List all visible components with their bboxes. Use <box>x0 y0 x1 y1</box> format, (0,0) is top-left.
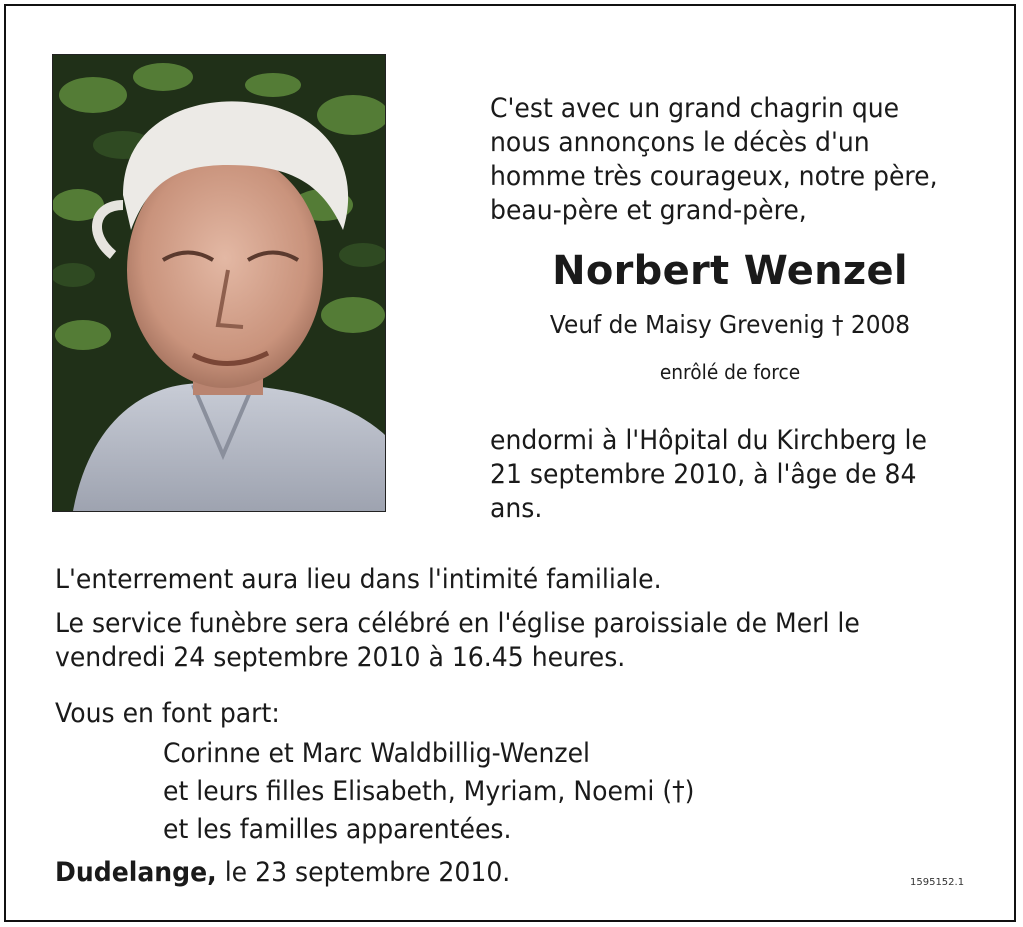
dateline-place: Dudelange, <box>55 857 217 888</box>
death-details: endormi à l'Hôpital du Kirchberg le 21 septembre 2010, à l'âge de 84 ans. <box>490 425 927 524</box>
announce-line: Vous en font part: <box>55 698 280 729</box>
family-line: et les familles apparentées. <box>163 814 512 845</box>
widow-line: Veuf de Maisy Grevenig † 2008 <box>549 310 911 339</box>
portrait-illustration <box>53 55 385 511</box>
portrait-photo <box>52 54 386 512</box>
service-line: Le service funèbre sera célébré en l'église paroissiale de Merl le vendredi 24 septembre 2010 à 16.45 heures. <box>55 608 860 673</box>
reference-number: 1595152.1 <box>910 877 965 888</box>
forced-conscription-line: enrôlé de force <box>659 360 801 384</box>
intro-text: C'est avec un grand chagrin que nous annonçons le décès d'un homme très courageux, notre père, beau-père et grand-père, <box>490 93 938 226</box>
dateline-date: le 23 septembre 2010. <box>224 857 511 888</box>
dateline <box>55 857 510 888</box>
family-line: Corinne et Marc Waldbillig-Wenzel <box>163 738 591 769</box>
deceased-name: Norbert Wenzel <box>552 248 908 294</box>
family-list <box>163 735 814 849</box>
family-line: et leurs filles Elisabeth, Myriam, Noemi (†) <box>163 776 695 807</box>
burial-line: L'enterrement aura lieu dans l'intimité familiale. <box>55 564 662 595</box>
